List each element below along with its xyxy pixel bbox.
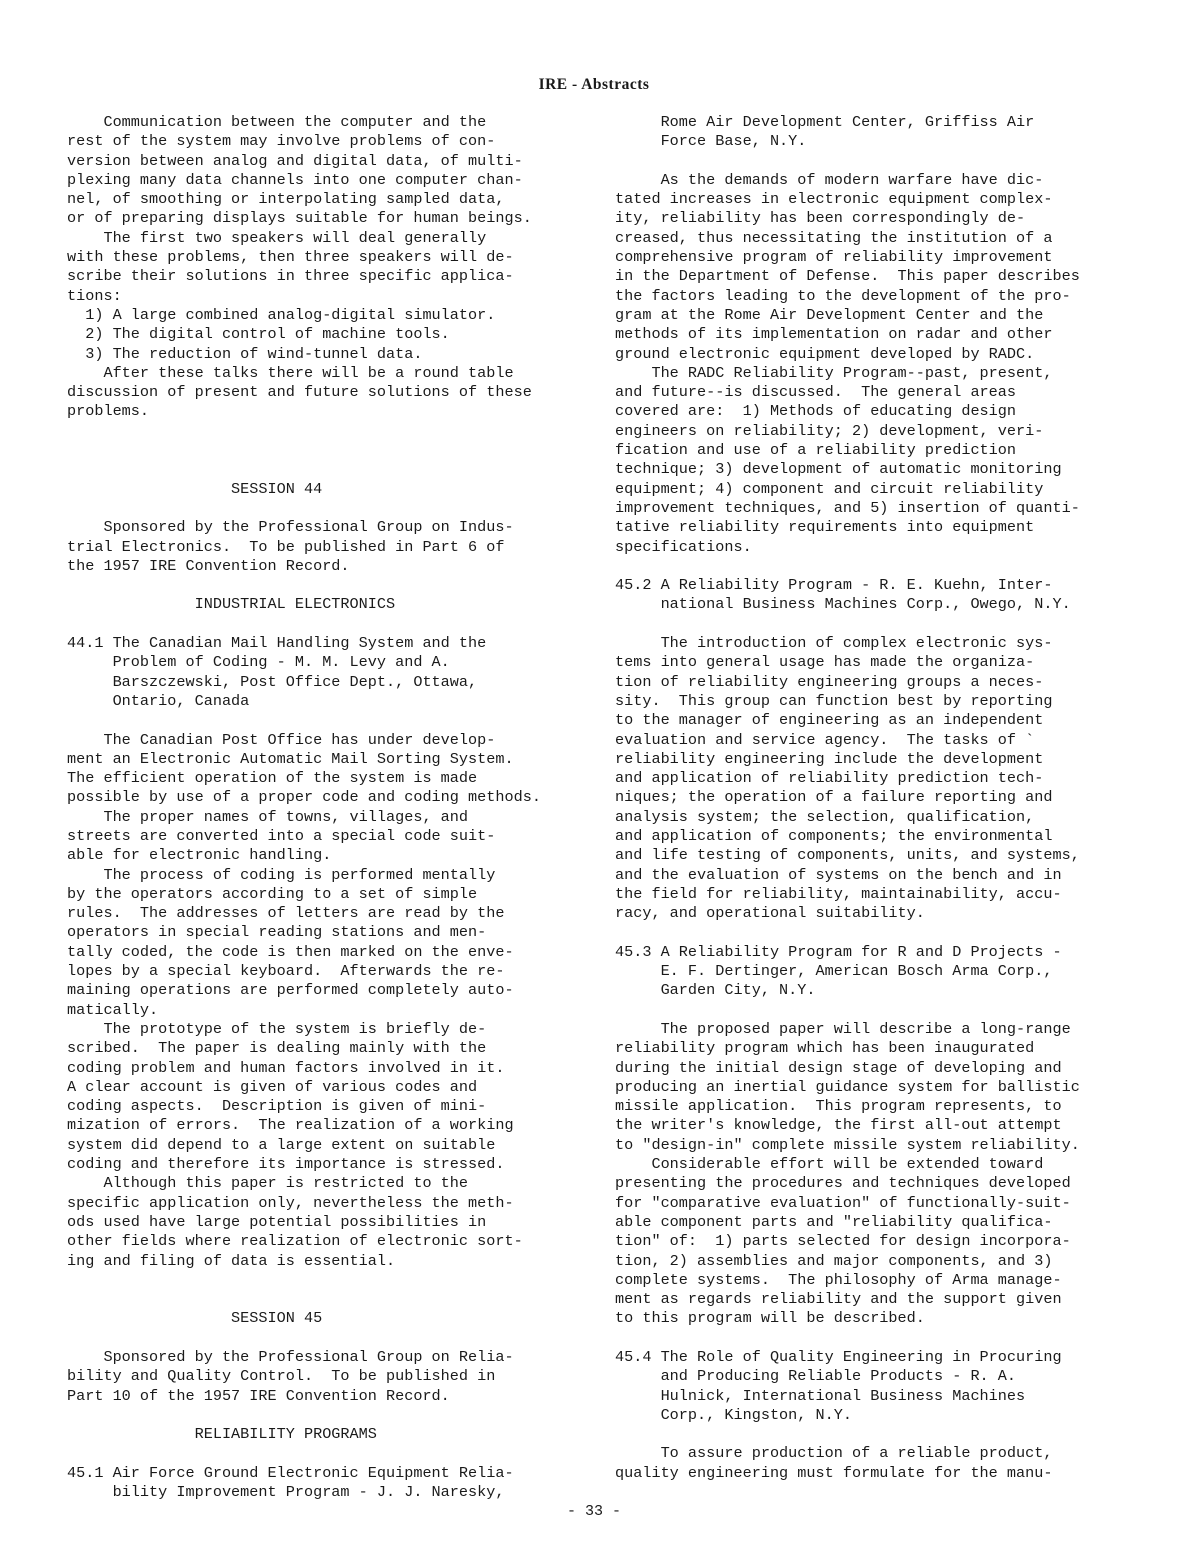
text-line: the field for reliability, maintainability, accu- [615, 884, 1062, 903]
text-line: the factors leading to the development of the pro- [615, 286, 1071, 305]
text-line: Force Base, N.Y. [615, 132, 807, 151]
text-line: Communication between the computer and the [67, 113, 487, 131]
text-line: bility Improvement Program - J. J. Naresky, [67, 1483, 505, 1502]
text-line: equipment; 4) component and circuit reliability [615, 479, 1044, 498]
text-line: and Producing Reliable Products - R. A. [615, 1367, 1017, 1386]
blank-line [67, 711, 567, 730]
blank-line [67, 1444, 567, 1463]
text-line: by the operators according to a set of simple [67, 884, 478, 903]
text-line: streets are converted into a special code suit- [67, 826, 496, 845]
page-header: IRE - Abstracts [538, 76, 650, 93]
text-line: bility and Quality Control. To be published in [67, 1367, 496, 1386]
text-line: scribe their solutions in three specific applica- [67, 267, 514, 286]
text-line: maining operations are performed completely auto- [67, 981, 514, 1000]
blank-line [615, 1329, 1115, 1348]
text-line: quality engineering must formulate for the manu- [615, 1463, 1053, 1482]
text-line: the 1957 IRE Convention Record. [67, 556, 350, 575]
text-line: discussion of present and future solutions of these [67, 383, 532, 402]
text-line: reliability engineering include the development [615, 749, 1044, 768]
text-line: 44.1 The Canadian Mail Handling System and the [67, 634, 487, 653]
blank-line [615, 1425, 1115, 1444]
blank-line [67, 576, 567, 595]
text-line: in the Department of Defense. This paper describes [615, 267, 1080, 286]
text-line: E. F. Dertinger, American Bosch Arma Corp., [615, 962, 1053, 981]
blank-line [67, 615, 567, 634]
text-line: technique; 3) development of automatic monitoring [615, 460, 1062, 479]
blank-line [615, 557, 1115, 576]
blank-line [67, 441, 567, 460]
text-line: Problem of Coding - M. M. Levy and A. [67, 653, 450, 672]
text-line: rules. The addresses of letters are read by the [67, 904, 505, 923]
text-line: Garden City, N.Y. [615, 981, 816, 1000]
text-line: with these problems, then three speakers will de- [67, 248, 514, 267]
text-line: possible by use of a proper code and coding methods. [67, 788, 541, 807]
text-line: presenting the procedures and techniques developed [615, 1174, 1071, 1193]
text-line: tion of reliability engineering groups a neces- [615, 672, 1044, 691]
text-line: coding aspects. Description is given of mini- [67, 1097, 487, 1116]
text-line: lopes by a special keyboard. Afterwards the re- [67, 962, 505, 981]
left-column [67, 113, 567, 1502]
blank-line [67, 422, 567, 441]
blank-line [67, 499, 567, 518]
text-line: problems. [67, 402, 150, 421]
text-line: for "comparative evaluation" of functionally-suit- [615, 1193, 1071, 1212]
text-line: and life testing of components, units, and systems, [615, 846, 1080, 865]
text-line: ment as regards reliability and the support given [615, 1290, 1062, 1309]
text-line: tally coded, the code is then marked on the enve- [67, 942, 514, 961]
text-line: ment an Electronic Automatic Mail Sorting System. [67, 749, 514, 768]
text-line: creased, thus necessitating the institution of a [615, 228, 1053, 247]
text-line: The introduction of complex electronic sys- [615, 634, 1053, 653]
text-line: tion" of: 1) parts selected for design incorpora- [615, 1232, 1071, 1251]
text-line: reliability program which has been inaugurated [615, 1039, 1035, 1058]
text-line: 2) The digital control of machine tools. [67, 325, 450, 344]
text-line: Sponsored by the Professional Group on Indus- [67, 518, 514, 537]
text-line: racy, and operational suitability. [615, 904, 925, 923]
blank-line [67, 460, 567, 479]
text-line: INDUSTRIAL ELECTRONICS [67, 595, 396, 614]
text-line: RELIABILITY PROGRAMS [67, 1425, 377, 1444]
text-line: tions: [67, 286, 122, 305]
text-line: Sponsored by the Professional Group on Relia- [67, 1348, 514, 1366]
text-line: To assure production of a reliable product, [615, 1444, 1053, 1463]
text-line: comprehensive program of reliability improvement [615, 248, 1053, 267]
text-line: SESSION 44 [67, 479, 323, 498]
text-line: 1) A large combined analog-digital simulator. [67, 305, 496, 324]
text-line: engineers on reliability; 2) development, veri- [615, 421, 1044, 440]
text-line: ground electronic equipment developed by RADC. [615, 344, 1035, 363]
text-line: able for electronic handling. [67, 846, 332, 865]
text-line: covered are: 1) Methods of educating design [615, 402, 1017, 421]
blank-line [615, 923, 1115, 942]
text-line: The efficient operation of the system is made [67, 769, 478, 788]
text-line: Corp., Kingston, N.Y. [615, 1405, 852, 1424]
text-line: rest of the system may involve problems of con- [67, 132, 496, 151]
text-line: The proposed paper will describe a long-range [615, 1019, 1071, 1038]
blank-line [67, 1329, 567, 1348]
text-line: Part 10 of the 1957 IRE Convention Record. [67, 1386, 450, 1405]
text-line: national Business Machines Corp., Owego, N.Y. [615, 595, 1071, 614]
text-line: nel, of smoothing or interpolating sampled data, [67, 190, 505, 209]
text-line: 45.2 A Reliability Program - R. E. Kuehn, Inter- [615, 576, 1053, 595]
page-number: - 33 - [566, 1503, 621, 1520]
text-line: scribed. The paper is dealing mainly with the [67, 1039, 487, 1058]
blank-line [67, 1290, 567, 1309]
text-line: specific application only, nevertheless the meth- [67, 1193, 514, 1212]
text-line: The Canadian Post Office has under develop- [67, 730, 496, 749]
text-line: The prototype of the system is briefly de- [67, 1019, 487, 1038]
text-line: trial Electronics. To be published in Part 6 of [67, 537, 505, 556]
text-line: tems into general usage has made the organiza- [615, 653, 1035, 672]
text-line: the writer's knowledge, the first all-out attempt [615, 1116, 1062, 1135]
blank-line [615, 615, 1115, 634]
text-line: tated increases in electronic equipment complex- [615, 190, 1053, 209]
text-line: coding problem and human factors involved in it. [67, 1058, 505, 1077]
blank-line [615, 152, 1115, 171]
text-line: ods used have large potential possibilities in [67, 1212, 487, 1231]
text-line: Ontario, Canada [67, 691, 250, 710]
text-line: and application of components; the environmental [615, 826, 1053, 845]
text-line: evaluation and service agency. The tasks of ` [615, 730, 1035, 749]
text-line: system did depend to a large extent on suitable [67, 1135, 496, 1154]
text-line: and the evaluation of systems on the bench and in [615, 865, 1062, 884]
text-line: Although this paper is restricted to the [67, 1174, 469, 1193]
text-line: specifications. [615, 537, 752, 556]
text-line: mization of errors. The realization of a working [67, 1116, 514, 1135]
text-line: coding and therefore its importance is stressed. [67, 1155, 505, 1174]
text-line: ing and filing of data is essential. [67, 1251, 396, 1270]
text-line: After these talks there will be a round table [67, 363, 514, 382]
text-line: complete systems. The philosophy of Arma manage- [615, 1270, 1062, 1289]
text-line: The RADC Reliability Program--past, present, [615, 363, 1053, 382]
text-line: to the manager of engineering as an independent [615, 711, 1044, 730]
text-line: 45.4 The Role of Quality Engineering in Procuring [615, 1348, 1062, 1366]
text-line: missile application. This program represents, to [615, 1097, 1062, 1116]
text-line: Rome Air Development Center, Griffiss Air [615, 113, 1035, 131]
text-line: Barszczewski, Post Office Dept., Ottawa, [67, 672, 478, 691]
text-line: and future--is discussed. The general areas [615, 383, 1017, 402]
text-line: to "design-in" complete missile system reliability. [615, 1135, 1080, 1154]
text-line: producing an inertial guidance system for ballistic [615, 1077, 1080, 1096]
text-line: tative reliability requirements into equipment [615, 518, 1035, 537]
text-line: sity. This group can function best by reporting [615, 691, 1053, 710]
text-line: 45.1 Air Force Ground Electronic Equipment Relia- [67, 1463, 514, 1482]
text-line: able component parts and "reliability qualifica- [615, 1212, 1053, 1231]
text-line: Considerable effort will be extended toward [615, 1155, 1044, 1174]
text-line: As the demands of modern warfare have dic- [615, 170, 1044, 189]
text-line: The proper names of towns, villages, and [67, 807, 469, 826]
text-line: gram at the Rome Air Development Center and the [615, 305, 1044, 324]
text-line: 45.3 A Reliability Program for R and D Projects - [615, 942, 1062, 961]
right-column [615, 113, 1115, 1483]
text-line: tion, 2) assemblies and major components, and 3) [615, 1251, 1053, 1270]
text-line: matically. [67, 1000, 159, 1019]
text-line: SESSION 45 [67, 1309, 323, 1328]
text-line: or of preparing displays suitable for human beings. [67, 209, 532, 228]
text-line: to this program will be described. [615, 1309, 925, 1328]
text-line: Hulnick, International Business Machines [615, 1386, 1026, 1405]
text-line: methods of its implementation on radar and other [615, 325, 1053, 344]
text-line: improvement techniques, and 5) insertion of quanti- [615, 498, 1080, 517]
text-line: The process of coding is performed mentally [67, 865, 496, 884]
text-line: analysis system; the selection, qualification, [615, 807, 1035, 826]
text-line: A clear account is given of various codes and [67, 1077, 478, 1096]
blank-line [67, 1271, 567, 1290]
text-line: 3) The reduction of wind-tunnel data. [67, 344, 423, 363]
text-line: ity, reliability has been correspondingly de- [615, 209, 1026, 228]
text-line: and application of reliability prediction tech- [615, 769, 1044, 788]
blank-line [67, 1406, 567, 1425]
text-line: other fields where realization of electronic sort- [67, 1232, 523, 1251]
text-line: during the initial design stage of developing and [615, 1058, 1062, 1077]
text-line: version between analog and digital data, of multi- [67, 151, 523, 170]
text-line: operators in special reading stations and men- [67, 923, 487, 942]
text-line: niques; the operation of a failure reporting and [615, 788, 1053, 807]
text-line: The first two speakers will deal generally [67, 228, 487, 247]
text-line: fication and use of a reliability prediction [615, 441, 1017, 460]
text-line: plexing many data channels into one computer chan- [67, 170, 523, 189]
blank-line [615, 1001, 1115, 1020]
